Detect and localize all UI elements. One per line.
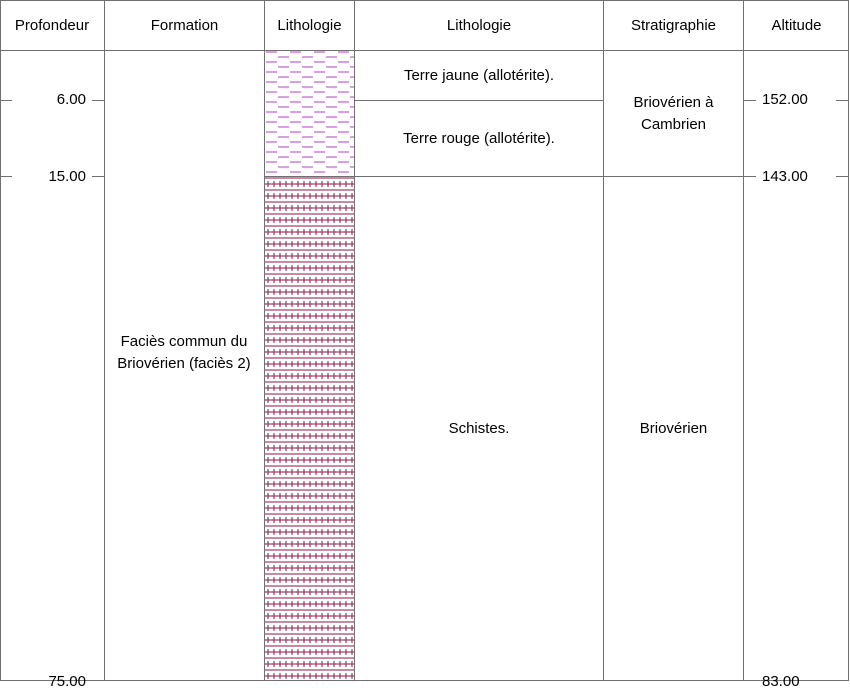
- pattern-schist: [265, 176, 354, 681]
- stratigraphy-label: Briovérien à Cambrien: [633, 94, 714, 133]
- altitude-label: 83.00: [762, 673, 800, 690]
- altitude-label: 143.00: [762, 168, 808, 185]
- depth-label: 15.00: [48, 168, 86, 185]
- header-formation: Formation: [150, 16, 219, 34]
- header-lithology-text: Lithologie: [446, 16, 512, 34]
- pattern-alterite: [265, 50, 354, 176]
- depth-label: 75.00: [48, 673, 86, 690]
- depth-label: 6.00: [56, 91, 86, 108]
- header-lithology-pattern: Lithologie: [277, 16, 342, 34]
- stratigraphy-label: Briovérien: [639, 420, 708, 437]
- altitude-label: 152.00: [762, 91, 808, 108]
- lithology-description: Terre jaune (allotérite).: [403, 67, 555, 84]
- header-altitude: Altitude: [771, 16, 822, 34]
- lithology-description: Schistes.: [448, 420, 510, 437]
- lithology-description: Terre rouge (allotérite).: [403, 130, 555, 147]
- header-depth: Profondeur: [14, 16, 90, 34]
- formation-label: Faciès commun du Briovérien (faciès 2): [117, 333, 251, 372]
- header-stratigraphy: Stratigraphie: [630, 16, 717, 34]
